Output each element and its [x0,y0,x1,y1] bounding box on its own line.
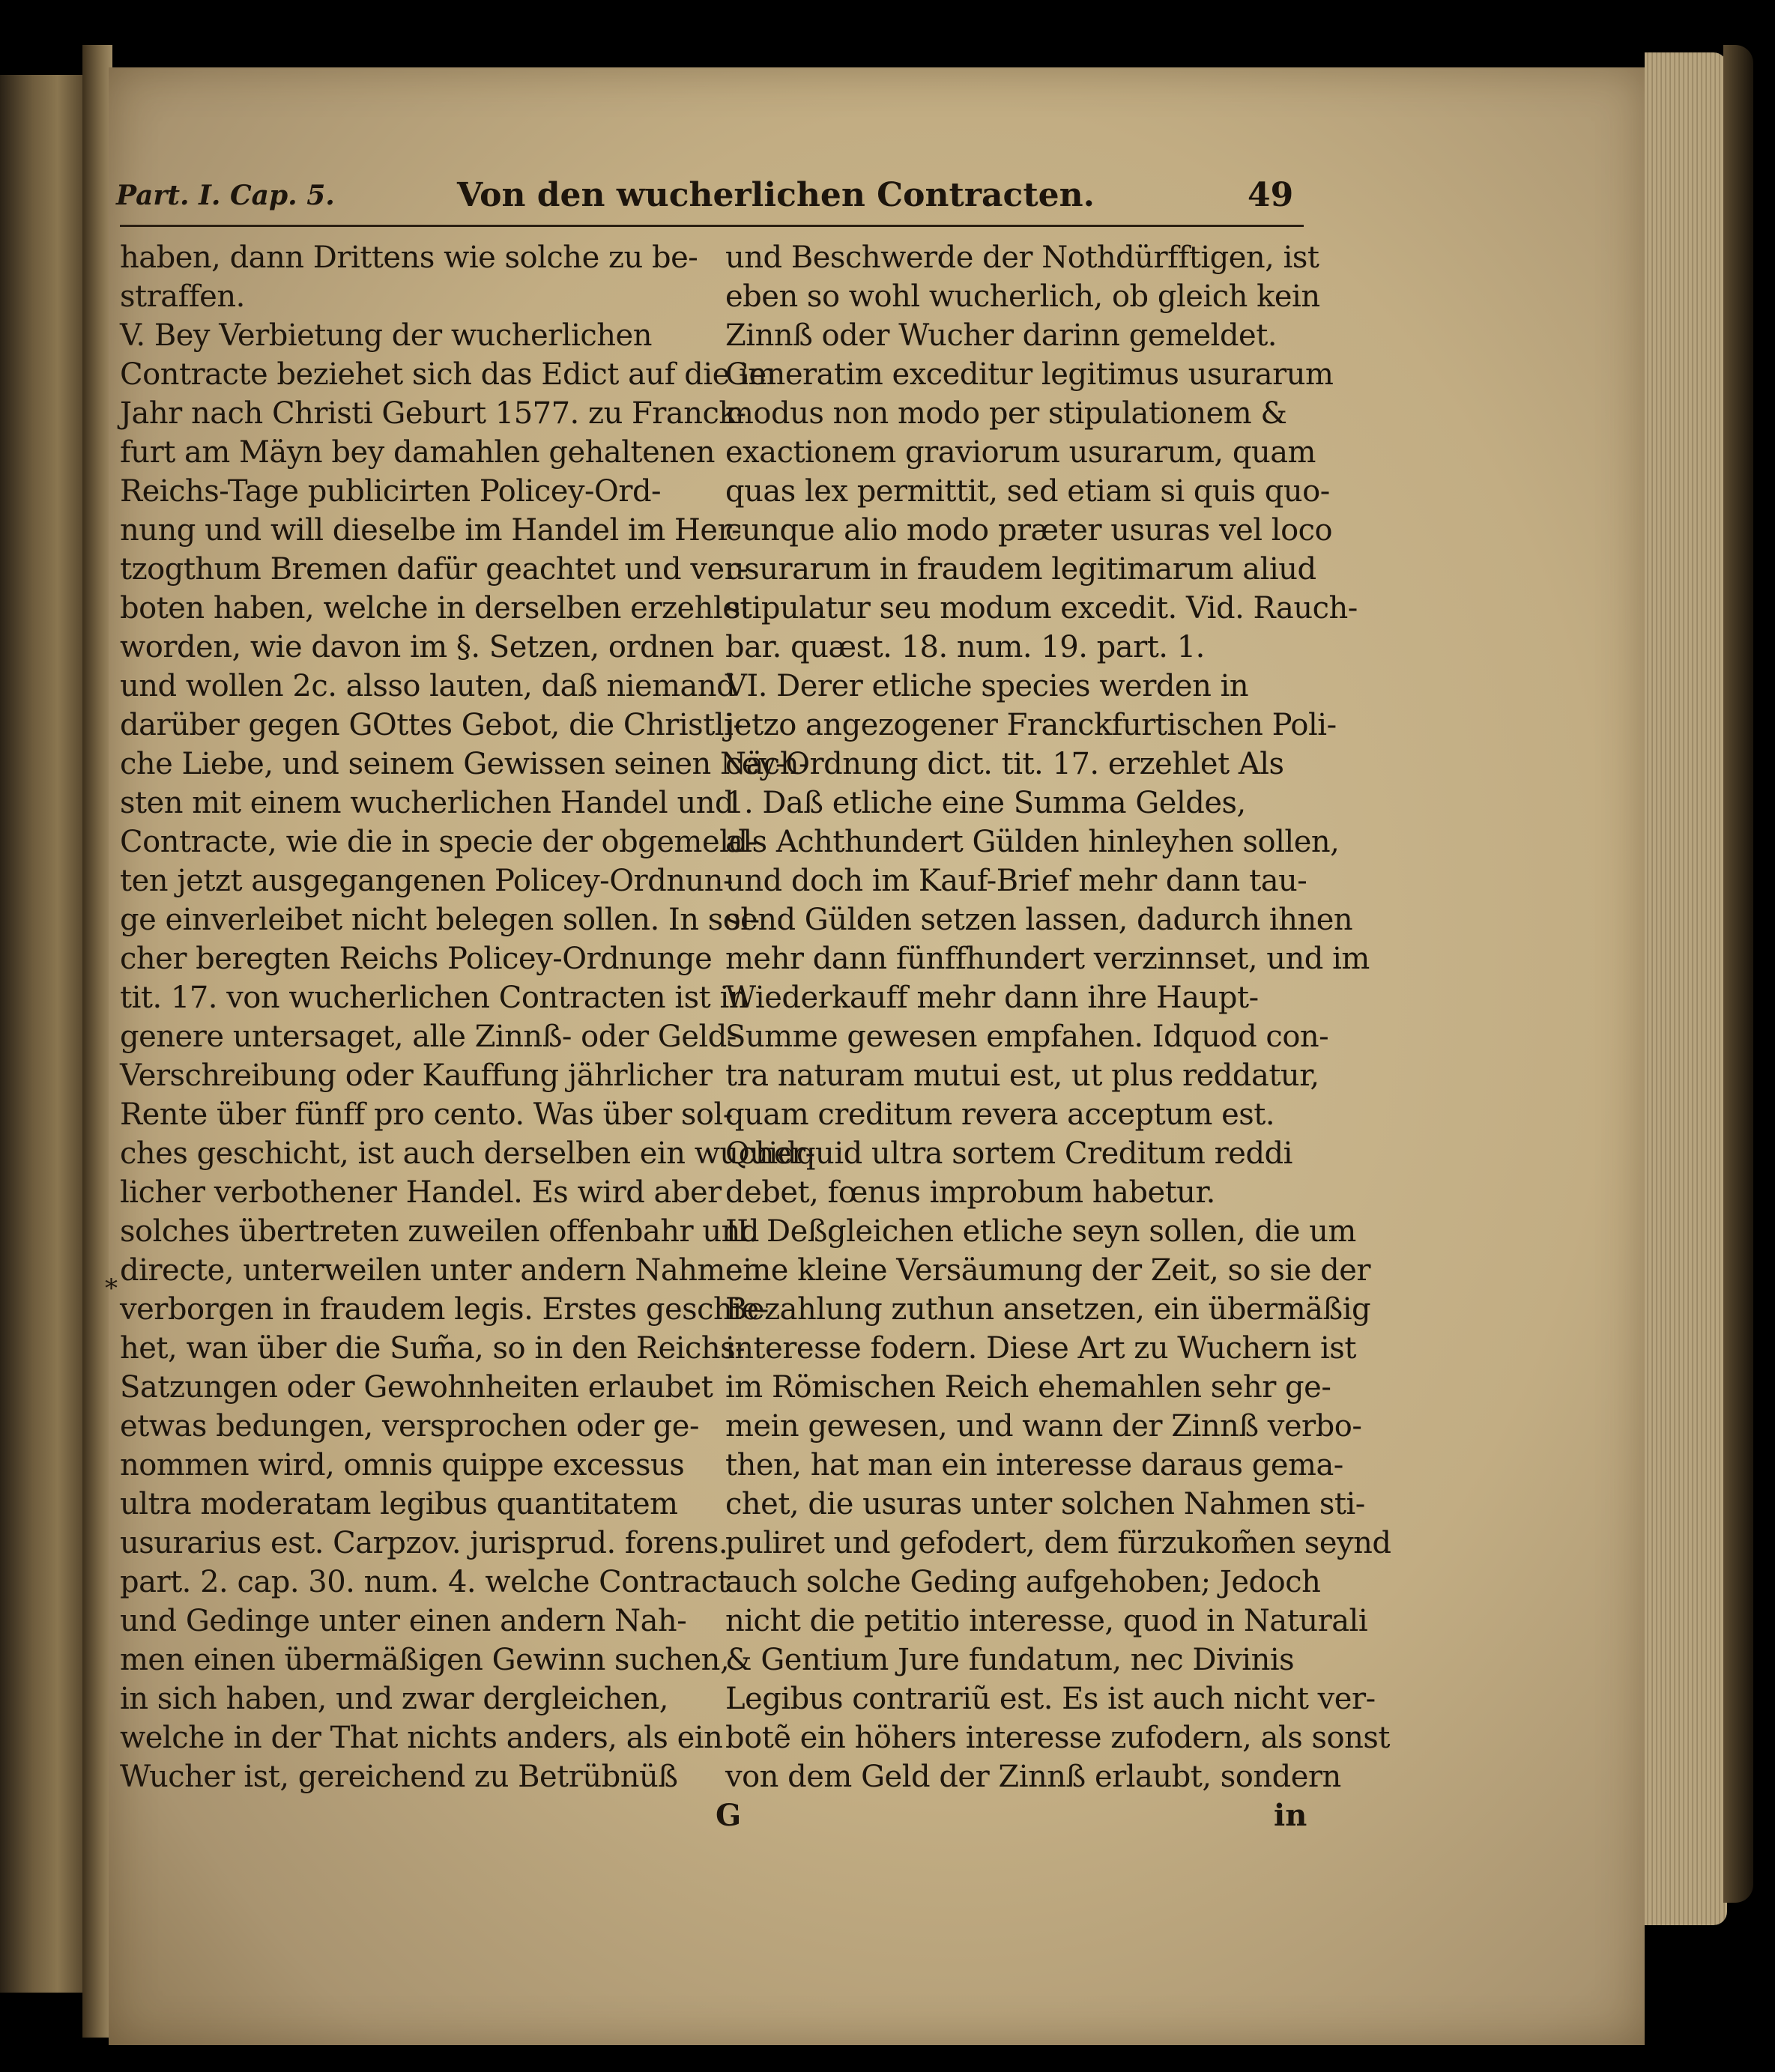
text-line: Satzungen oder Gewohnheiten erlaubet [120,1370,713,1405]
text-line: quas lex permittit, sed etiam si quis quo- [725,474,1330,509]
text-line: then, hat man ein interesse daraus gema- [725,1448,1343,1482]
text-line: darüber gegen GOttes Gebot, die Christli- [120,708,743,742]
left-text-column [120,238,815,1796]
text-line: verborgen in fraudem legis. Erstes geschie- [120,1292,769,1327]
text-line: tit. 17. von wucherlichen Contracten ist in [120,981,748,1015]
previous-page-edge [0,75,82,1993]
text-line: nicht die petitio interesse, quod in Naturali [725,1604,1368,1638]
text-line: het, wan über die Sum̃a, so in den Reichs- [120,1331,746,1366]
text-line: straffen. [120,279,245,314]
text-line: exactionem graviorum usurarum, quam [725,435,1316,470]
text-line: II. Deßgleichen etliche seyn sollen, die um [725,1214,1356,1249]
text-line: genere untersaget, alle Zinnß- oder Geld- [120,1020,737,1054]
text-line: ge einverleibet nicht belegen sollen. In sol- [120,903,760,937]
text-line: 1. Daß etliche eine Summa Geldes, [725,786,1246,820]
text-line: und Beschwerde der Nothdürfftigen, ist [725,240,1319,275]
text-line: mehr dann fünffhundert verzinnset, und im [725,942,1370,976]
text-line: VI. Derer etliche species werden in [725,669,1249,703]
right-text-column [725,238,1391,1796]
text-line: & Gentium Jure fundatum, nec Divinis [725,1643,1295,1677]
text-line: nommen wird, omnis quippe excessus [120,1448,685,1482]
book-gutter [82,45,112,2038]
text-line: von dem Geld der Zinnß erlaubt, sondern [725,1760,1341,1794]
text-line: nung und will dieselbe im Handel im Her- [120,513,742,548]
text-line: eben so wohl wucherlich, ob gleich kein [725,279,1320,314]
book-cover-edge [1723,45,1753,1903]
page-number: 49 [1248,176,1294,214]
text-line: usurarum in fraudem legitimarum aliud [725,552,1316,587]
text-line: haben, dann Drittens wie solche zu be- [120,240,698,275]
text-line: V. Bey Verbietung der wucherlichen [120,318,652,353]
text-line: welche in der That nichts anders, als ein [120,1721,723,1755]
text-line: in sich haben, und zwar dergleichen, [120,1682,668,1716]
text-line: ten jetzt ausgegangenen Policey-Ordnun- [120,864,734,898]
text-line: eine kleine Versäumung der Zeit, so sie der [725,1253,1370,1288]
text-line: Verschreibung oder Kauffung jährlicher [120,1058,713,1093]
text-line: als Achthundert Gülden hinleyhen sollen, [725,825,1340,859]
text-line: auch solche Geding aufgehoben; Jedoch [725,1565,1321,1599]
text-line: cunque alio modo præter usuras vel loco [725,513,1333,548]
header-title: Von den wucherlichen Contracten. [457,176,1095,214]
header-rule [120,225,1304,227]
text-line: und wollen 2c. alsso lauten, daß niemand [120,669,736,703]
text-line: men einen übermäßigen Gewinn suchen, [120,1643,730,1677]
text-line: cey-Ordnung dict. tit. 17. erzehlet Als [725,747,1284,781]
text-line: Generatim exceditur legitimus usurarum [725,357,1334,392]
margin-mark: * [105,1273,118,1303]
text-line: Zinnß oder Wucher darinn gemeldet. [725,318,1277,353]
text-line: und Gedinge unter einen andern Nah- [120,1604,687,1638]
text-line: Quidquid ultra sortem Creditum reddi [725,1136,1292,1171]
text-line: tzogthum Bremen dafür geachtet und ver- [120,552,749,587]
text-line: ches geschicht, ist auch derselben ein wucher- [120,1136,815,1171]
text-line: Legibus contrariũ est. Es ist auch nicht ver- [725,1682,1376,1716]
text-line: send Gülden setzen lassen, dadurch ihnen [725,903,1353,937]
text-line: boten haben, welche in derselben erzehlet [120,591,752,625]
text-line: Wiederkauff mehr dann ihre Haupt- [725,981,1259,1015]
text-line: Reichs-Tage publicirten Policey-Ord- [120,474,662,509]
text-line: Jahr nach Christi Geburt 1577. zu Franck- [120,396,746,431]
text-line: Contracte, wie die in specie der obgemeld- [120,825,758,859]
text-line: usurarius est. Carpzov. jurisprud. forens. [120,1526,728,1560]
text-line: Contracte beziehet sich das Edict auf die im [120,357,776,392]
text-line: directe, unterweilen unter andern Nahmen [120,1253,762,1288]
running-header [116,172,1307,219]
text-line: chet, die usuras unter solchen Nahmen sti- [725,1487,1365,1521]
text-line: interesse fodern. Diese Art zu Wuchern ist [725,1331,1356,1366]
text-line: mein gewesen, und wann der Zinnß verbo- [725,1409,1362,1444]
text-line: jetzo angezogener Franckfurtischen Poli- [725,708,1337,742]
text-line: bar. quæst. 18. num. 19. part. 1. [725,630,1205,664]
text-line: Rente über fünff pro cento. Was über sol- [120,1097,733,1132]
text-line: cher beregten Reichs Policey-Ordnunge [120,942,713,976]
text-line: modus non modo per stipulationem & [725,396,1287,431]
catchword: in [1274,1798,1307,1833]
text-line: licher verbothener Handel. Es wird aber [120,1175,722,1210]
header-part-chapter: Part. I. Cap. 5. [116,180,335,211]
text-line: und doch im Kauf-Brief mehr dann tau- [725,864,1307,898]
text-line: tra naturam mutui est, ut plus reddatur, [725,1058,1319,1093]
text-line: ultra moderatam legibus quantitatem [120,1487,678,1521]
text-line: Wucher ist, gereichend zu Betrübnüß [120,1760,678,1794]
text-line: che Liebe, und seinem Gewissen seinen Näch- [120,747,808,781]
text-line: debet, fœnus improbum habetur. [725,1175,1215,1210]
text-line: etwas bedungen, versprochen oder ge- [120,1409,699,1444]
signature-mark: G [716,1798,742,1833]
text-line: part. 2. cap. 30. num. 4. welche Contract [120,1565,730,1599]
text-line: solches übertreten zuweilen offenbahr und [120,1214,760,1249]
text-line: worden, wie davon im §. Setzen, ordnen [120,630,714,664]
text-line: im Römischen Reich ehemahlen sehr ge- [725,1370,1331,1405]
page-stack-edges [1645,52,1727,1925]
text-line: furt am Mäyn bey damahlen gehaltenen [120,435,715,470]
text-line: Bezahlung zuthun ansetzen, ein übermäßig [725,1292,1371,1327]
text-line: quam creditum revera acceptum est. [725,1097,1275,1132]
text-line: puliret und gefodert, dem fürzukom̃en seynd [725,1526,1391,1560]
text-line: Summe gewesen empfahen. Idquod con- [725,1020,1329,1054]
text-line: botẽ ein höhers interesse zufodern, als sonst [725,1721,1390,1755]
text-line: sten mit einem wucherlichen Handel und [120,786,734,820]
text-line: stipulatur seu modum excedit. Vid. Rauch- [725,591,1358,625]
